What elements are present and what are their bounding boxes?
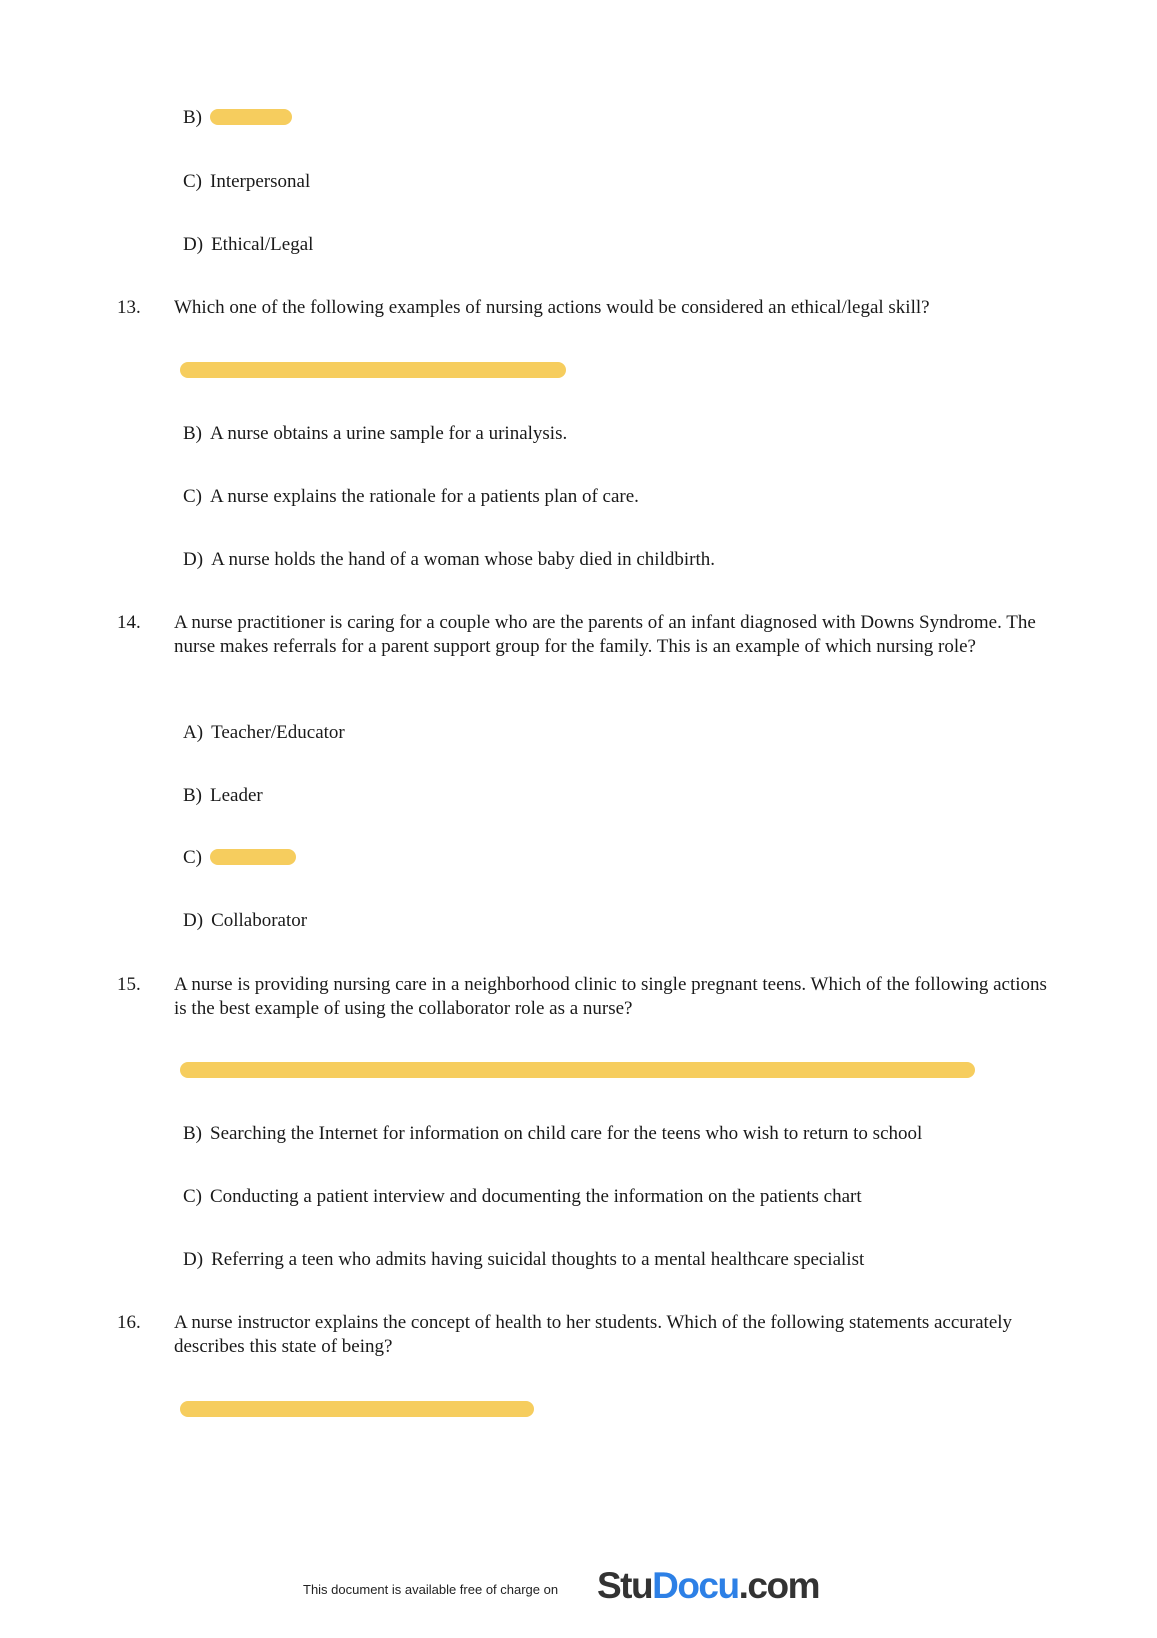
q12-option-b — [183, 106, 292, 130]
question-number: 13. — [117, 297, 141, 318]
q13-option-b — [183, 422, 567, 446]
logo-stu: Stu — [597, 1565, 653, 1606]
q15-option-b — [183, 1122, 922, 1146]
option-text: A nurse explains the rationale for a patients plan of care. — [210, 486, 639, 507]
q14-option-b — [183, 784, 263, 808]
option-letter: B) — [183, 423, 202, 444]
option-letter: C) — [183, 1186, 202, 1207]
option-letter: D) — [183, 234, 204, 255]
question-number: 15. — [117, 974, 141, 995]
q13-option-a — [180, 359, 566, 383]
q13-option-c — [183, 485, 639, 509]
q15-option-d — [183, 1248, 864, 1272]
option-letter: B) — [183, 1123, 202, 1144]
option-text: Ethical/Legal — [211, 234, 314, 255]
q14-option-d — [183, 909, 307, 933]
option-letter: D) — [183, 1249, 204, 1270]
q14-option-a — [183, 721, 345, 745]
question-text: A nurse practitioner is caring for a couple who are the parents of an infant diagnosed with Downs Syndrome. The nurse makes referrals for a parent support group for the family. This is an example of which nursing role? — [174, 612, 1036, 657]
q16-option-a — [180, 1398, 534, 1422]
q15-option-a — [180, 1059, 975, 1083]
option-text: A nurse obtains a urine sample for a urinalysis. — [210, 423, 568, 444]
question-text: A nurse instructor explains the concept of health to her students. Which of the following statements accurately describes this state of being? — [174, 1312, 1013, 1357]
option-text: Collaborator — [211, 910, 308, 931]
option-text: Leader — [210, 785, 263, 806]
answer-highlight — [210, 849, 296, 865]
option-text: Teacher/Educator — [211, 722, 345, 743]
option-text: Conducting a patient interview and documenting the information on the patients chart — [210, 1186, 862, 1207]
option-text: Referring a teen who admits having suicidal thoughts to a mental healthcare specialist — [211, 1249, 865, 1270]
q12-option-d — [183, 233, 313, 257]
option-letter: C) — [183, 847, 202, 868]
answer-highlight — [210, 109, 292, 125]
q12-option-c — [183, 170, 310, 194]
question-number: 16. — [117, 1312, 141, 1333]
option-letter: C) — [183, 171, 202, 192]
option-text: Searching the Internet for information on child care for the teens who wish to return to school — [210, 1123, 923, 1144]
q13-option-d — [183, 548, 715, 572]
q14-option-c — [183, 846, 296, 870]
logo-com: .com — [738, 1565, 819, 1606]
option-letter: B) — [183, 785, 202, 806]
option-text: A nurse holds the hand of a woman whose baby died in childbirth. — [211, 549, 715, 570]
studocu-logo[interactable] — [597, 1565, 819, 1607]
answer-highlight — [180, 1401, 534, 1417]
option-letter: C) — [183, 486, 202, 507]
option-letter: B) — [183, 107, 202, 128]
q15-option-c — [183, 1185, 862, 1209]
question-text: Which one of the following examples of nursing actions would be considered an ethical/legal skill? — [174, 297, 930, 318]
option-text: Interpersonal — [210, 171, 311, 192]
logo-docu: Docu — [652, 1565, 739, 1606]
option-letter: A) — [183, 722, 204, 743]
question-text: A nurse is providing nursing care in a neighborhood clinic to single pregnant teens. Which of the following actions is the best example of using the collaborator role as a nurse? — [174, 974, 1047, 1019]
answer-highlight — [180, 362, 566, 378]
answer-highlight — [180, 1062, 975, 1078]
availability-text: This document is available free of charge on — [303, 1582, 559, 1597]
option-letter: D) — [183, 549, 204, 570]
studocu-footer — [0, 1560, 1157, 1616]
option-letter: D) — [183, 910, 204, 931]
question-number: 14. — [117, 612, 141, 633]
